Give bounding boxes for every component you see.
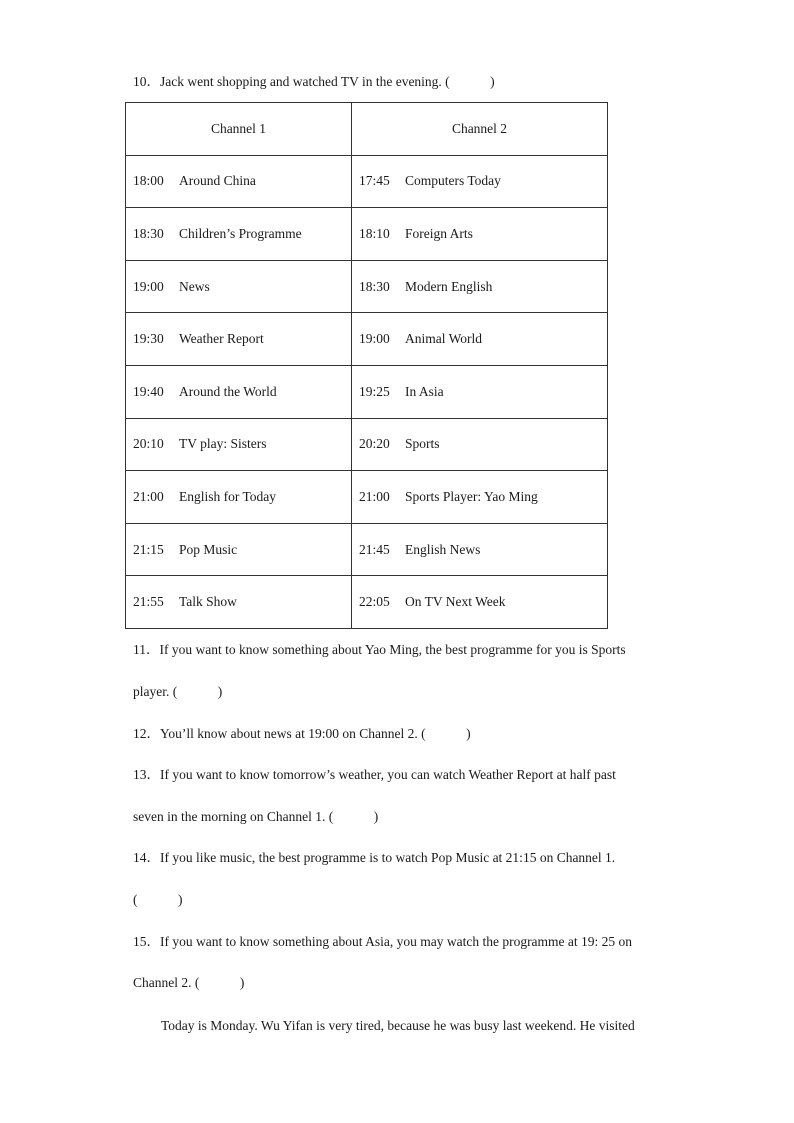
question-11-line-1: 11．If you want to know something about Yao Ming, the best programme for you is Sports	[133, 642, 626, 657]
programme-name: In Asia	[405, 383, 444, 399]
channel-1-cell	[126, 418, 352, 471]
programme-name: Foreign Arts	[405, 225, 473, 241]
channel-1-cell	[126, 208, 352, 261]
channel-2-cell	[352, 155, 608, 208]
table-row	[126, 418, 608, 471]
question-11-line-2: player. ( )	[133, 684, 223, 699]
programme-time: 22:05	[359, 594, 390, 610]
programme-time: 19:25	[359, 383, 390, 399]
programme-name: Children’s Programme	[179, 225, 302, 241]
question-15-line-2: Channel 2. ( )	[133, 975, 245, 990]
programme-name: News	[179, 278, 210, 294]
question-14-line-1: 14．If you like music, the best programme is to watch Pop Music at 21:15 on Channel 1.	[133, 850, 616, 865]
table-row	[126, 260, 608, 313]
programme-time: 19:40	[133, 383, 164, 399]
programme-name: TV play: Sisters	[179, 436, 267, 452]
channel-2-cell	[352, 576, 608, 629]
channel-1-cell	[126, 471, 352, 524]
programme-time: 21:45	[359, 541, 390, 557]
programme-name: Pop Music	[179, 541, 238, 557]
programme-time: 21:15	[133, 541, 164, 557]
channel-2-cell	[352, 208, 608, 261]
channel-2-cell	[352, 260, 608, 313]
question-13-line-1: 13．If you want to know tomorrow’s weather, you can watch Weather Report at half past	[133, 767, 616, 782]
programme-name: Around the World	[179, 383, 277, 399]
programme-time: 20:20	[359, 436, 390, 452]
table-row	[126, 155, 608, 208]
programme-time: 17:45	[359, 173, 390, 189]
table-row	[126, 523, 608, 576]
programme-name: English for Today	[179, 488, 277, 504]
channel-1-cell	[126, 155, 352, 208]
table-row	[126, 576, 608, 629]
question-14-line-2: ( )	[133, 892, 183, 907]
programme-time: 21:55	[133, 594, 164, 610]
channel-2-cell	[352, 523, 608, 576]
programme-time: 20:10	[133, 436, 164, 452]
channel-1-cell	[126, 313, 352, 366]
programme-name: Animal World	[405, 331, 483, 347]
programme-name: Sports Player: Yao Ming	[405, 488, 538, 504]
channel-1-cell	[126, 523, 352, 576]
question-13-line-2: seven in the morning on Channel 1. ( )	[133, 809, 379, 824]
channel-2-cell	[352, 471, 608, 524]
programme-time: 18:30	[359, 278, 390, 294]
table-row	[126, 471, 608, 524]
programme-time: 19:00	[359, 331, 390, 347]
channel-2-cell	[352, 365, 608, 418]
question-12: 12．You’ll know about news at 19:00 on Channel 2. ( )	[133, 726, 471, 741]
channel-2-cell	[352, 418, 608, 471]
question-15-line-1: 15．If you want to know something about Asia, you may watch the programme at 19: 25 on	[133, 934, 633, 949]
table-row	[126, 365, 608, 418]
programme-time: 21:00	[133, 488, 164, 504]
programme-name: Around China	[179, 173, 256, 189]
channel-1-cell	[126, 260, 352, 313]
programme-name: Computers Today	[405, 173, 501, 189]
channel-1-header: Channel 1	[126, 103, 352, 156]
channel-1-cell	[126, 576, 352, 629]
channel-2-cell	[352, 313, 608, 366]
question-10: 10．Jack went shopping and watched TV in the evening. ( )	[133, 74, 495, 89]
programme-time: 18:10	[359, 225, 390, 241]
passage-first-line: Today is Monday. Wu Yifan is very tired, because he was busy last weekend. He visited	[161, 1018, 635, 1033]
channel-2-header: Channel 2	[352, 103, 608, 156]
programme-time: 18:00	[133, 173, 164, 189]
programme-time: 19:00	[133, 278, 164, 294]
table-row	[126, 208, 608, 261]
channel-1-cell	[126, 365, 352, 418]
programme-name: Modern English	[405, 278, 493, 294]
table-header-row	[126, 103, 608, 156]
tv-schedule-table	[125, 102, 608, 629]
programme-name: Weather Report	[179, 331, 264, 347]
programme-name: Talk Show	[179, 594, 237, 610]
programme-time: 19:30	[133, 331, 164, 347]
programme-time: 18:30	[133, 225, 164, 241]
programme-name: Sports	[405, 436, 440, 452]
table-row	[126, 313, 608, 366]
programme-name: English News	[405, 541, 481, 557]
programme-time: 21:00	[359, 488, 390, 504]
programme-name: On TV Next Week	[405, 594, 506, 610]
